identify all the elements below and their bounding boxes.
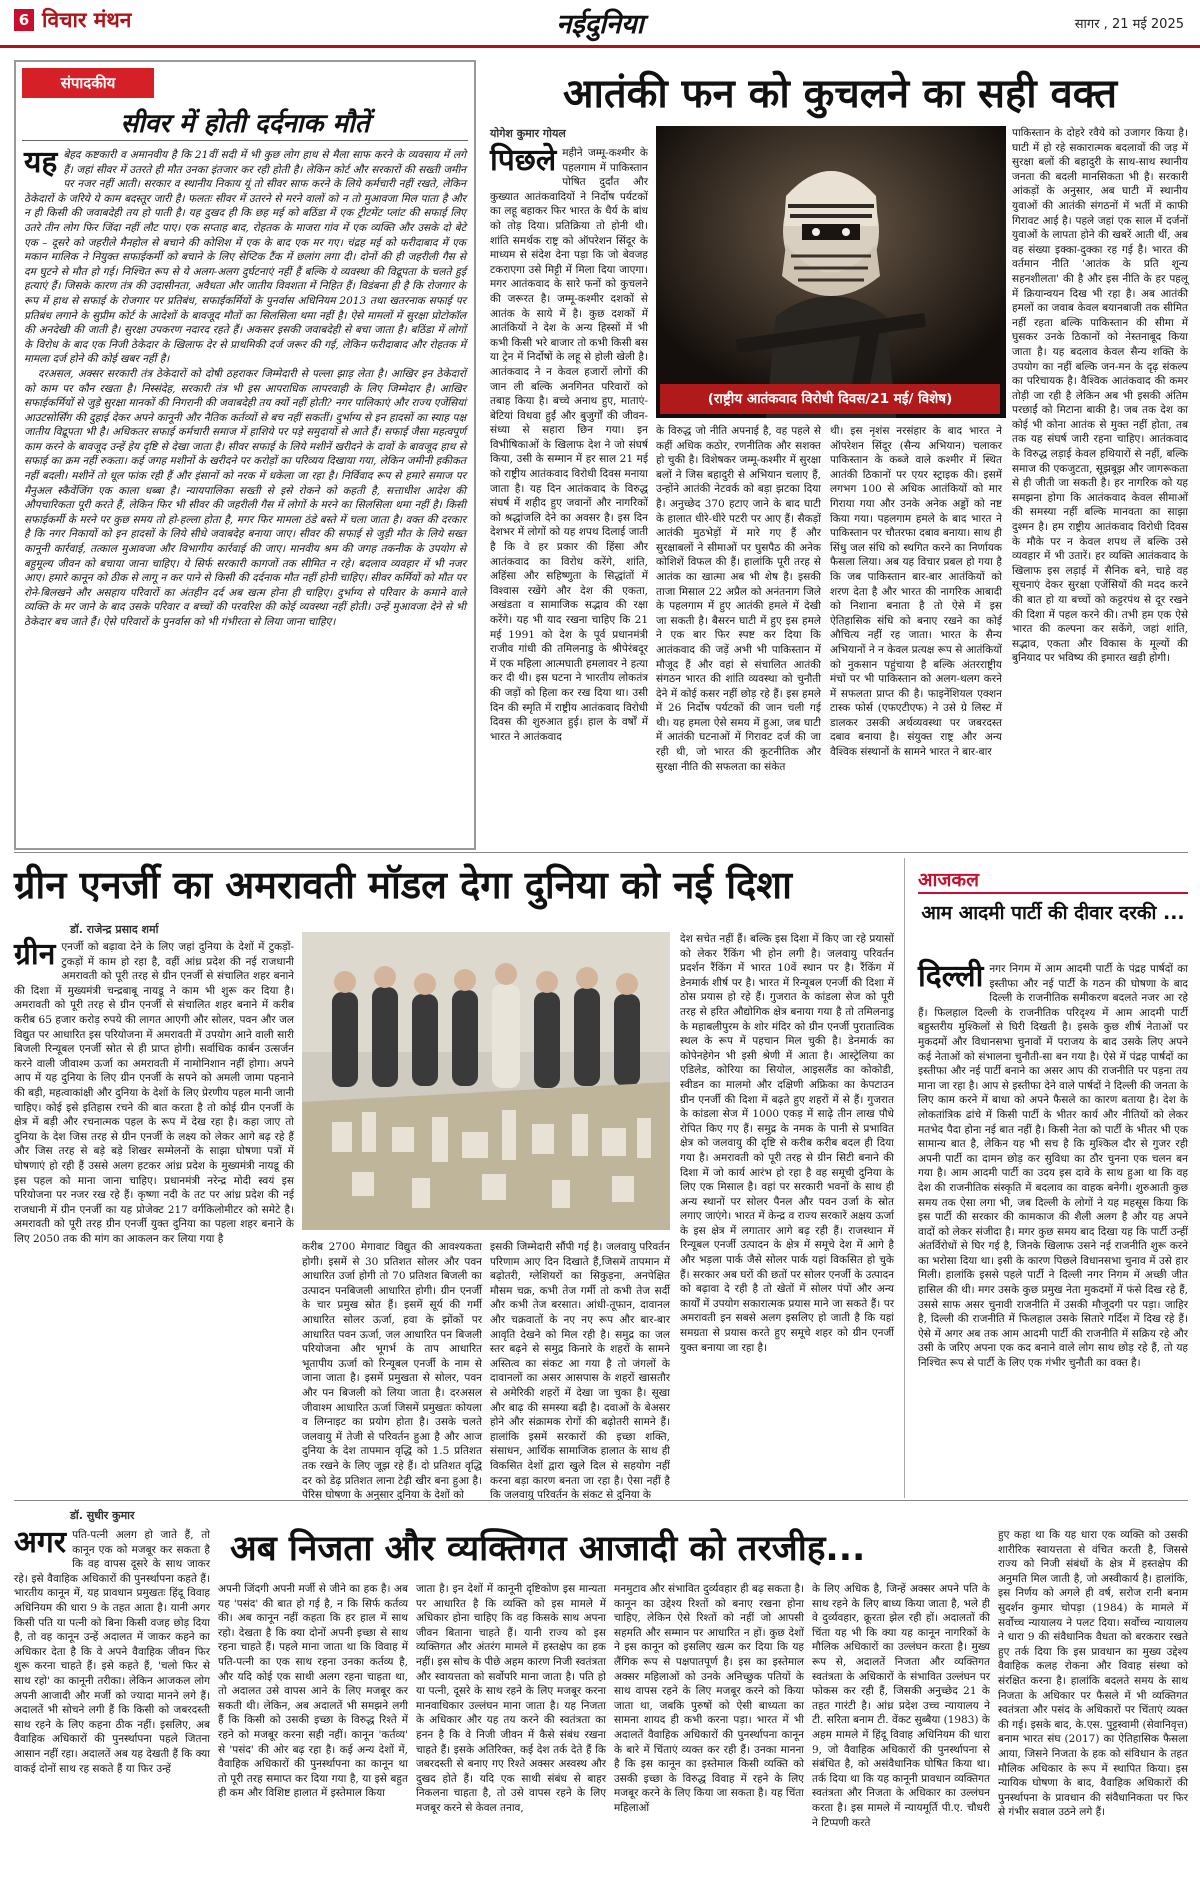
section-divider-1 [14,852,1188,853]
article1-column-3 [830,424,1002,828]
aajkal-body [918,959,1188,1488]
article3-text-5: के लिए अधिक है, जिन्हें अक्सर अपने पति के साथ रहने के लिए बाध्य किया जाता है, भले ही वे दुर्व्यवहार, क्रूरता झेल रही हों। अदालतों की चिंता यह भी कि क्या यह कानून नागरिकों के मौलिक अधिकारों का उल्लंघन करता है। मुख्य रूप से, अदालतें निजता और व्यक्तिगत स्वतंत्रता के अधिकारों के संभावित उल्लंघन पर फोकस कर रही हैं, जिसकी अनुच्छेद 21 के तहत गारंटी है। आंध्र प्रदेश उच्च न्यायालय ने टी. सरिता बनाम टी. वेंकट सुब्बैया (1983) के अहम मामले में हिंदू विवाह अधिनियम की धारा 9, जो वैवाहिक अधिकारों की पुनर्स्थापना से संबंधित है, को असंवैधानिक घोषित किया था। तर्क दिया था कि यह कानूनी प्रावधान व्यक्तिगत स्वतंत्रता और निजता के अधिकार का उल्लंघन करता है। इस मामले में न्यायमूर्ति पी.ए. चौधरी ने टिप्पणी करते [812,1583,990,1829]
editorial-rule [22,140,468,141]
aajkal-rule [918,892,1188,894]
section-name: विचार मंथन [42,8,132,32]
article3-column-3 [416,1582,606,1892]
aajkal-divider [904,858,905,1498]
article3-dropcap: अगर [14,1525,67,1560]
article2-author: डॉ. राजेन्द्र प्रसाद शर्मा [70,923,159,936]
article2-headline: ग्रीन एनर्जी का अमरावती मॉडल देगा दुनिया को नई दिशा [14,863,792,907]
article2-text-4: देश सचेत नहीं हैं। बल्कि इस दिशा में किए जा रहे प्रयासों को लेकर रैंकिंग भी होन लगी है। जलवायु परिवर्तन प्रदर्शन रैंकिंग में भारत 10वें स्थान पर है। रैंकिंग में डेनमार्क शीर्ष पर है। भारत में रिन्यूबल एनर्जी की दिशा में ठोस प्रयास हो रहे हैं। गुजरात के कांडला सेज को पूरी तरह से हरित औद्योगिक क्षेत्र बनाया गया है तो तमिलनाडु के महाबलीपुरम के शोर मंदिर को ग्रीन एनर्जी पुरातात्विक स्थल के रूप में पहचान मिल चुकी है। डेनमार्क का कोपेनहेगेन भी इसी श्रेणी में आता है। आस्ट्रेलिया का एडिलेड, कोरिया का सियोल, आइसलैंड का कोकोडी, स्वीडन का मालमो और दक्षिणी अफ्रिका का केपटाउन ग्रीन एनर्जी की दिशा में बढ़ते हुए शहरों में से हैं। गुजरात के कांडला सेज में 1000 एकड़ में साढ़े तीन लाख पौधे रोपित किए गए हैं। समुद्र के नमक के पानी से प्रभावित क्षेत्र को जलवायु की दृष्टि से करीब करीब बदल ही दिया गया है। अमरावती को पूरी तरह से ग्रीन सिटी बनाने की दिशा में जो कार्य आरंभ हो रहा है वह समूची दुनिया के लिए एक मिसाल है। वहां पर सरकारी भवनों के साथ ही अन्य स्थानों पर सोलर पैनल और पवन उर्जा के स्रोत लगाए जाएंगे। भारत में केन्द्र व राज्य सरकारें अक्षय ऊर्जा के इस क्षेत्र में लगातार आगे बढ़ रही हैं। राजस्थान में रिन्यूबल एनर्जी उत्पादन के क्षेत्र में समूचे देश में आगे है और भड़ला पार्क जैसे सोलर पार्क यहां विकसित हो चुके हैं। सरकार अब घरों की छतों पर सोलर एनर्जी के उत्पादन को बढ़ावा दे रही है तो खेतों में सोलर पंपों और अन्य कार्यों में उपयोग सकारात्मक प्रयास माने जा सकते हैं। पर अमरावती इन सबसे अलग इसलिए हो जाती है कि यहां समग्रता से प्रयास करते हुए समूचे शहर को ग्रीन एनर्जी युक्त बनाया जा रहा है। [680,933,894,1354]
article1-text-1: महीने जम्मू-कश्मीर के पहलगाम में पाकिस्तान पोषित दुर्दांत और कुख्यात आतंकवादियों ने निर्दोष पर्यटकों का लहू बहाकर फिर भारत के धैर्य के बांध को तोड़ दिया। प्रतिक्रिया तो होनी थी। शांति समर्थक राष्ट्र को ऑपरेशन सिंदूर के माध्यम से संदेश देना पड़ा कि जो बेवजह टकराएगा उसे मिट्टी में मिला दिया जाएगा। मगर आतंकवाद के सारे फनों को कुचलने की जरूरत है। जम्मू-कश्मीर दशकों से आतंक के साये में है। कुछ दशकों में आतंकियों ने देश के अन्य हिस्सों में भी कभी किसी भरे बाजार तो कभी किसी बस या ट्रेन में निर्दोषों के लहू से होली खेली है। आतंकवाद ने न केवल हजारों लोगों की जान ली बल्कि अनगिनत परिवारों को तबाह किया है। बच्चे अनाथ हुए, माताएं-बेटियां विधवा हुईं और बुजुर्गों की जीवन-संध्या से सहारा छिन गया। इन विभीषिकाओं के खिलाफ देश ने जो संघर्ष किया, उसी के सम्मान में हर साल 21 मई को राष्ट्रीय आतंकवाद विरोधी दिवस मनाया जाता है। यह दिन आतंकवाद के विरुद्ध संघर्ष में शहीद हुए जवानों और नागरिकों को श्रद्धांजलि देने का अवसर है। इस दिन देशभर में लोगों को यह शपथ दिलाई जाती है कि वे हर प्रकार की हिंसा और आतंकवाद का विरोध करेंगे, शांति, अहिंसा और सहिष्णुता के सिद्धांतों में विश्वास रखेंगे और देश की एकता, अखंडता व सामाजिक सद्भाव की रक्षा करेंगे। यह भी याद रखना चाहिए कि 21 मई 1991 को देश के पूर्व प्रधानमंत्री राजीव गांधी की तमिलनाडु के श्रीपेरंबदूर में एक महिला आत्मघाती हमलावर ने हत्या कर दी थी। इस घटना ने भारतीय लोकतंत्र की जड़ों को हिला कर रख दिया था। उसी दिन की स्मृति में राष्ट्रीय आतंकवाद विरोधी दिवस की शुरुआत हुई। हाल के वर्षों में भारत ने आतंकवाद [490,147,648,743]
article2-text-1: एनर्जी को बढ़ावा देने के लिए जहां दुनिया के देशों में टुकड़ों-टुकड़ों में काम हो रहा है, वहीं आंध्र प्रदेश की नई राजधानी अमरावती को पूरी तरह से ग्रीन एनर्जी से संचालित शहर बनाने की दिशा में मुख्यमंत्री चन्द्रबाबू नायडू ने काम भी शुरू कर दिया है। अमरावती को पूरी तरह से ग्रीन एनर्जी से संचालित शहर बनाने में करीब करीब 65 हजार करोड़ रुपये की लागत आएगी और सोलर, पवन और जल विद्युत पर आधारित इस परियोजना में अमरावती में उपयोग आने वाली सारी बिजली रिन्यूबल एनर्जी स्रोत से ही प्राप्त होगी। सर्वाधिक कार्बन उत्सर्जन करने वाली जीवाश्म ऊर्जा का अमरावती में नामोनिशान नहीं होगा। अपने आप में यह दुनिया के लिए ग्रीन एनर्जी के सपने को अमली जामा पहनाने की बड़ी, महत्वाकांक्षी और दुनिया के देशों के लिए प्रेरणीय पहल मानी जानी चाहिए। कोई इसे इतिहास रचने की बात करता है तो कोई ग्रीन एनर्जी के क्षेत्र में बड़ी और रचनात्मक पहल के रूप में देख रहा है। कहा जाए तो दुनिया के देश जिस तरह से ग्रीन एनर्जी के लक्ष्य को लेकर आगे बढ़ रहे हैं और जिस तरह से बड़े बड़े शिखर सम्मेलनों के साझा घोषणा पत्रों में घोषणाएं हो रही हैं उससे अलग हटकर आंध्र प्रदेश के मुख्यमंत्री नायडू की इस पहल को माना जाना चाहिए। प्रधानमंत्री नरेन्द्र मोदी स्वयं इस परियोजना पर नजर रख रहे हैं। कृष्णा नदी के तट पर आंध्र प्रदेश की नई राजधानी में ग्रीन एनर्जी का यह प्रोजेक्ट 217 वर्गकिलोमीटर को समेटे है। अमरावती को पूरी तरह ग्रीन एनर्जी युक्त दुनिया का पहला शहर बनाने के लिए 2050 तक की मांग का आकलन कर लिया गया है [14,941,294,1245]
city-model-event-illustration [302,932,670,1230]
newspaper-logo: नईदुनिया [556,9,644,40]
page-number: 6 [14,9,34,31]
article2-column-3 [490,1240,670,1502]
section-divider-2 [14,1500,1188,1501]
article3-headline: अब निजता और व्यक्तिगत आजादी को तरजीह... [230,1529,866,1569]
article3-column-2 [218,1582,408,1892]
article2-column-1 [14,937,294,1488]
article3-text-2: अपनी जिंदगी अपनी मर्जी से जीने का हक है। अब यह 'पसंद' की बात हो गई है, न कि सिर्फ कर्तव्य की। अब कानून नहीं कहता कि हर हाल में साथ रहो। देखता है कि क्या दोनों अपनी इच्छा से साथ रहना चाहते हैं। पहले माना जाता था कि विवाह में पति-पत्नी का एक साथ रहना उनका कर्तव्य है, और यदि कोई एक साथी अलग रहना चाहता था, तो अदालत उसे वापस आने के लिए मजबूर कर सकती थी। लेकिन, अब अदालतें भी समझने लगी हैं कि किसी को उसकी इच्छा के विरुद्ध रिश्ते में रहने को मजबूर करना सही नहीं। कानून 'कर्तव्य' से 'पसंद' की ओर बढ़ रहा है। कई अन्य देशों में, वैवाहिक अधिकारों की पुनर्स्थापना का कानून था तो पूरी तरह समाप्त कर दिया गया है, या इसे बहुत ही कम और विशिष्ट हालात में इस्तेमाल किया [218,1583,408,1800]
article3-text-6: हुए कहा था कि यह धारा एक व्यक्ति को उसकी शारीरिक स्वायत्तता से वंचित करती है, जिससे राज्य को निजी संबंधों के क्षेत्र में हस्तक्षेप की अनुमति मिल जाती है, जो अस्वीकार्य है। हालांकि, इस निर्णय को अगले ही वर्ष, सरोज रानी बनाम सुदर्शन कुमार चोपड़ा (1984) के मामले में सर्वोच्च न्यायालय ने पलट दिया। सर्वोच्च न्यायालय ने धारा 9 की संवैधानिक वैधता को बरकरार रखते हुए तर्क दिया कि इस प्रावधान का मुख्य उद्देश्य वैवाहिक कलह रोकना और विवाह संस्था को संरक्षित करना है। हालांकि बदलते समय के साथ निजता के अधिकार पर फैसले में भी व्यक्तिगत स्वतंत्रता और पसंद के अधिकारों पर चिंताएं व्यक्त की गई। इसके बाद, के.एस. पुट्टस्वामी (सेवानिवृत्त) बनाम भारत संघ (2017) का ऐतिहासिक फैसला आया, जिसने निजता के हक को संविधान के तहत मौलिक अधिकार के रूप में स्थापित किया। इस न्यायिक घोषणा के बाद, वैवाहिक अधिकारों की पुनर्स्थापना के प्रावधान की संवैधानिकता पर फिर से गंभीर सवाल उठने लगे हैं। [998,1529,1188,1819]
photo-caption: (राष्ट्रीय आतंकवाद विरोधी दिवस/21 मई/ विशेष) [660,384,1000,414]
article3-column-5 [812,1582,990,1892]
aajkal-tag: आजकल [918,869,979,891]
article3-column-6 [998,1528,1188,1892]
article1-text-3: थी। इस नृशंस नरसंहार के बाद भारत ने ऑपरेशन सिंदूर (सैन्य अभियान) चलाकर पाकिस्तान के कब्जे वाले कश्मीर में स्थित आतंकी ठिकानों पर एयर स्ट्राइक की। इसमें लगभग 100 से अधिक आतंकियों को मार गिराया गया और उनके अनेक अड्डों को नष्ट किया गया। पहलगाम हमले के बाद भारत ने पाकिस्तान पर चौतरफा दबाव बनाया। साथ ही सिंधु जल संधि को स्थगित करने का निर्णायक फैसला लिया। अब यह विचार प्रबल हो गया है कि जब पाकिस्तान बार-बार आतंकियों को शरण देता है और भारत की नागरिक आबादी को निशाना बनाता है तो ऐसे में इस ऐतिहासिक संधि को बनाए रखने का कोई औचित्य नहीं रह जाता। भारत के सैन्य अभियानों ने न केवल प्रत्यक्ष रूप से आतंकियों को नुकसान पहुंचाया है बल्कि अंतरराष्ट्रीय मंचों पर भी पाकिस्तान को अलग-थलग करने में सफलता प्राप्त की है। फाइनेंशियल एक्शन टास्क फोर्स (एफएटीएफ) ने उसे ग्रे लिस्ट में डालकर उसकी अर्थव्यवस्था पर जबरदस्त दबाव बनाया है। संयुक्त राष्ट्र और अन्य वैश्विक संस्थानों के सामने भारत ने बार-बार [830,425,1002,759]
issue-date: सागर , 21 मई 2025 [1074,17,1184,32]
editorial-tag: संपादकीय [22,68,154,98]
article2-column-2 [302,1240,482,1502]
article2-text-3: इसकी जिम्मेदारी सौंपी गई है। जलवायु परिवर्तन परिणाम आए दिन दिखाते हैं,जिसमें तापमान में बढ़ोतरी, ग्लेशियरों का सिकुड़ना, अनपेक्षित मौसम चक्र, कभी तेज गर्मी तो कभी तेज सर्दी और कभी तेज बरसात। आंधी-तूफान, दावानल और चक्रवातों के नए नए रूप और बार-बार आवृति देखने को मिल रही है। समुद्र का जल स्तर बढ़ने से समुद्र किनारे के शहरों के सामने अस्तित्व का संकट आ गया है तो जंगलों के दावानलों का असर आसपास के शहरों खासतौर से अमेरिकी शहरों में देखा जा चुका है। सूखा और बाढ़ की समस्या बढ़ी है। दवाओं के बेअसर होने और संक्रामक रोगों की बढ़ोतरी सामने हैं। हालांकि इसमें सरकारों की इच्छा शक्ति, संसाधन, आर्थिक सामाजिक हालात के साथ ही विकसित देशों द्वारा खुले दिल से सहयोग नहीं करना बड़ा कारण बनता जा रहा है। ऐसा नहीं है कि जलवायु परिवर्तन के संकट से दुनिया के [490,1241,670,1502]
article2-photo [302,932,670,1230]
article1-column-4 [1012,126,1188,828]
article3-text-1: पति-पत्नी अलग हो जाते हैं, तो कानून एक को मजबूर कर सकता है कि वह वापस दूसरे के साथ जाकर रहे। इसे वैवाहिक अधिकारों की पुनर्स्थापना कहते हैं। भारतीय कानून में, यह प्रावधान प्रमुखतः हिंदू विवाह अधिनियम की धारा 9 के तहत आता है। यानी अगर किसी पति या पत्नी को बिना किसी वजह छोड़ दिया है, तो वह कानून उन्हें अदालत में जाकर कहने का अधिकार देता है कि वे अपने वैवाहिक जीवन फिर शुरू करना चाहते हैं। इसे कहते हैं, 'चलो फिर से साथ रहो' का कानूनी तरीका। लेकिन आजकल लोग अपनी आजादी और मर्जी को ज्यादा मानने लगे हैं। अदालतें भी सोचने लगी हैं कि किसी को जबरदस्ती साथ रहने के लिए कहना ठीक नहीं। इसलिए, अब वैवाहिक अधिकारों की पुनर्स्थापना पहले जितना आसान नहीं रहा। अदालतें अब यह देखती हैं कि क्या वाकई दोनों साथ रह सकते हैं या फिर उन्हें [14,1529,210,1775]
article2-dropcap: ग्रीन [14,937,56,972]
editorial-dropcap: यह [24,145,58,180]
article1-column-2 [656,424,821,828]
aajkal-text: नगर निगम में आम आदमी पार्टी के पंद्रह पार्षदों का इस्तीफा और नई पार्टी के गठन की घोषणा के बाद दिल्ली के राजनीतिक समीकरण बदलते नजर आ रहे हैं। फिलहाल दिल्ली के राजनीतिक परिदृश्य में आम आदमी पार्टी बहुस्तरीय मुश्किलों से घिरी दिखती है। इसके कुछ शीर्ष नेताओं पर मुकदमों और विधानसभा चुनावों में पराजय के बाद उसके लिए अपने कई नेताओं को संभालना चुनौती-सा बन गया है। ऐसे में पंद्रह पार्षदों का इस्तीफा और नई पार्टी बनाने का असर आप की राजनीति पर पड़ना तय माना जा रहा है। आप से इस्तीफा देने वाले पार्षदों ने दिल्ली की जनता के लिए काम करने में बाधा को अपने फैसले का कारण बताया है। देश के लोकतांत्रिक ढांचे में किसी पार्टी के भीतर कार्य और नीतियों को लेकर मतभेद पैदा होना नई बात नहीं है। किसी नेता को पार्टी के भीतर भी एक सामान्य बात है, लेकिन यह भी सच है कि मुश्किल दौर से गुजर रही अपनी पार्टी का दामन छोड़ कर सुविधा का ठौर चुनना एक चलन बन गया है। आम आदमी पार्टी का उदय इस दावे के साथ हुआ था कि वह देश की राजनीतिक संस्कृति में बदलाव का वाहक बनेगी। शुरुआती कुछ समय तक ऐसा लगा भी, जब दिल्ली के लोगों ने यह महसूस किया कि इस पार्टी की सरकार की कामकाज की शैली अलग है और यह अपने वादों को लेकर संजीदा है। मगर कुछ समय बाद दिखा यह कि पार्टी उन्हीं अंतर्विरोधों से घिर गई है, जिनके खिलाफ उसने नई राजनीति शुरू करने का भरोसा दिया था। इसी के कारण पिछले विधानसभा चुनाव में उसे हार मिली। हालांकि इससे पहले पार्टी ने दिल्ली नगर निगम में अच्छी जीत हासिल की थी। मगर उसके कुछ प्रमुख नेता मुकदमों में फंसे दिख रहे हैं, उससे साफ असर चुनावी राजनीति में उसकी मौजूदगी पर पड़ा। जाहिर है, दिल्ली की राजनीति में फिलहाल उसके सितारे गर्दिश में दिख रहे हैं। ऐसे में अगर अब तक आम आदमी पार्टी की राजनीति में सक्रिय रहे और उसी के जरिए अपना एक कद बनाने वाले लोग साथ छोड़ रहे हैं, तो यह निश्चित रूप से पार्टी के लिए एक गंभीर चुनौती का वक्त है। [918,963,1188,1370]
aajkal-dropcap: दिल्ली [918,959,984,994]
article2-text-2: करीब 2700 मेगावाट विद्युत की आवश्यकता होगी। इसमें से 30 प्रतिशत सोलर और पवन आधारित उर्जा होगी तो 70 प्रतिशत बिजली का उत्पादन पनबिजली आधारित होगी। ग्रीन एनर्जी के चार प्रमुख स्रोत हैं। इसमें सूर्य की गर्मी आधारित सोलर ऊर्जा, हवा के झोंकों पर आधारित पवन ऊर्जा, जल आधारित पन बिजली परियोजना और भूगर्भ के ताप आधारित भूतापीय ऊर्जा को रिन्यूबल एनर्जी के नाम से जाना जाता है। इसमें प्रमुखता से सोलर, पवन और पन बिजली को लिया जाता है। दरअसल जीवाश्म आधारित ऊर्जा जिसमें प्रमुखतः कोयला व लिग्नाइट का प्रयोग होता है। उसके चलते जलवायु में तेजी से परिवर्तन हुआ है और आज दुनिया के देश तापमान वृद्धि को 1.5 प्रतिशत तक रखने के लिए जूझ रहे हैं। दो प्रतिशत वृद्धि दर को डेढ़ प्रतिशत लाना टेढ़ी खीर बना हुआ है। पेरिस घोषणा के अनुसार दुनिया के देशों को [302,1241,482,1502]
article1-text-2: के विरुद्ध जो नीति अपनाई है, वह पहले से कहीं अधिक कठोर, रणनीतिक और सशक्त हो चुकी है। विशेषकर जम्मू-कश्मीर में सुरक्षा बलों ने जिस बहादुरी से अभियान चलाए हैं, उन्होंने आतंकी नेटवर्क को बड़ा झटका दिया है। अनुच्छेद 370 हटाए जाने के बाद घाटी के हालात धीरे-धीरे पटरी पर आए हैं। सैकड़ों आतंकी मुठभेड़ों में मारे गए हैं और सुरक्षाबलों ने सीमाओं पर घुसपैठ की अनेक कोशिशें विफल की हैं। हालांकि पूरी तरह से आतंक का खात्मा अब भी शेष है। इसकी ताजा मिसाल 22 अप्रैल को अनंतनाग जिले के पहलगाम में हुए आतंकी हमले में देखी जा सकती है। बैसरन घाटी में हुए इस हमले ने एक बार फिर स्पष्ट कर दिया कि आतंकवाद की जड़ें अभी भी पाकिस्तान में मौजूद हैं और वहां से संचालित आतंकी संगठन भारत की शांति व्यवस्था को चुनौती देने में कोई कसर नहीं छोड़ रहे हैं। इस हमले में 26 निर्दोष पर्यटकों की जान चली गई थी। यह हमला ऐसे समय में हुआ, जब घाटी में आतंकी घटनाओं में गिरावट दर्ज की जा रही थी, जो भारत की कूटनीतिक और सुरक्षा नीति की सफलता का संकेत [656,425,821,773]
article3-column-4 [614,1582,804,1892]
article3-text-4: मनमुटाव और संभावित दुर्व्यवहार ही बढ़ सकता है। कानून का उद्देश्य रिश्तों को बनाए रखना होना चाहिए, लेकिन ऐसे रिश्तों को नहीं जो आपसी सहमति और सम्मान पर आधारित न हों। कुछ देशों ने इस कानून को इसलिए खत्म कर दिया कि यह लैंगिक रूप से पक्षपातपूर्ण है। इस का इस्तेमाल अक्सर महिलाओं को उनके अनिच्छुक पतियों के साथ वापस रहने के लिए मजबूर करने को किया जाता था, जबकि पुरुषों को ऐसी बाध्यता का सामना शायद ही कभी करना पड़ा। भारत में भी अदालतें वैवाहिक अधिकारों की पुनर्स्थापना कानून के बारे में चिंताएं व्यक्त कर रही हैं। उनका मानना है कि इस कानून का इस्तेमाल किसी व्यक्ति को उसकी इच्छा के विरुद्ध विवाह में रहने के लिए मजबूर करने के लिए किया जा सकता है। यह चिंता महिलाओं [614,1583,804,1814]
editorial-title: सीवर में होती दर्दनाक मौतें [120,109,370,139]
article1-dropcap: पिछले [490,143,557,178]
editorial-paragraph-2: दरअसल, अक्सर सरकारी तंत्र ठेकेदारों को दोषी ठहराकर जिम्मेदारी से पल्ला झाड़ लेता है। आखिर इन ठेकेदारों को काम पर कौन रखता है। निस्संदेह, सरकारी तंत्र भी इस आपराधिक लापरवाही के लिए जिम्मेदार है। आखिर सफाईकर्मियों से जुड़े सुरक्षा मानकों की निगरानी की जवाबदेही तय क्यों नहीं होती? नगर पालिकाएं और राज्य एजेंसियां आउटसोर्सिंग की दुहाई देकर अपने कानूनी और नैतिक कर्तव्यों से बच नहीं सकतीं। दुर्भाग्य से इन हादसों का स्याह पक्ष जातीय विद्रूपता भी है। अधिकतर सफाई कर्मचारी समाज में हाशिये पर पड़े समुदायों से आते हैं। सफाई जैसा महत्वपूर्ण काम करने के बावजूद उन्हें हेय दृष्टि से देखा जाता है। सीवर सफाई के लिये मशीनें खरीदने के दावों के बावजूद हाथ से सफाई का क्रम नहीं रुकता। कई जगह मशीनों के खरीदने पर करोड़ों का परिव्यय दिखाया गया, लेकिन जमीनी हकीकत नहीं बदली। मशीनें तो धूल फांक रही हैं और इंसानों को नरक में धकेला जा रहा है। निर्विवाद रूप से हमारे समाज पर मैनुअल स्कैवेंजिंग एक काला धब्बा है। न्यायपालिका सख्ती से इसे रोकने को कहती है, सत्ताधीश आदेश की औपचारिकता पूरी करते हैं, लेकिन फिर भी सीवर की जहरीली गैस में लोगों के मरने का सिलसिला थमा नहीं है। किसी सफाईकर्मी के मरने पर कुछ समय तो हो-हल्ला होता है, मगर फिर मामला ठंडे बस्ते में चला जाता है। वक्त की दरकार है कि नगर निकायों को इन हादसों के लिये सीधे जवाबदेह बनाया जाए। सीवर की सफाई से जुड़ी मौत के लिये सख्त कानूनी कार्रवाई, तत्काल मुआवजा और विभागीय कार्रवाई की जाए। मानवीय श्रम की जगह तकनीक के उपयोग से बहुमूल्य जीवन को बचाया जाना चाहिए। ये सिर्फ सरकारी कागजों तक सीमित न रहे। बदलाव व्यवहार में भी नजर आए। हमारे कानून को ठीक से लागू न कर पाने से किसी की दर्दनाक मौत नहीं होनी चाहिए। सीवर कर्मियों को मौत पर रोने-बिलखने और असहाय परिवारों का अंतहीन दर्द अब खत्म होना ही चाहिए। दुर्भाग्य से परिवार के कमाने वाले व्यक्ति के मर जाने के बाद उसके परिवार व बच्चों की परवरिश की कोई व्यवस्था नहीं होती। उन्हें मुआवजा देने से भी ठेकेदार बच जाते हैं। ऐसे परिवारों के पुनर्वास को भी गंभीरता से लिया जाना चाहिए। [24,367,467,628]
editorial-paragraph-1: बेहद कष्टकारी व अमानवीय है कि 21वीं सदी में भी कुछ लोग हाथ से मैला साफ करने के व्यवसाय में लगे हैं। जहां सीवर में उतरते ही मौत उनका इंतजार कर रही होती है। लेकिन कोर्ट और सरकारों की सख्ती जमीन पर नजर नहीं आती। सरकार व स्थानीय निकाय यूं तो सीवर साफ करने के लिये कर्मचारी नहीं रखते, लेकिन ठेकेदारों के जरिये ये काम बदस्तूर जारी है। फलतः सीवर में उतरने से मरने वालों को न तो मुआवजा मिल पाता है और न ही किसी की जवाबदेही तय हो पाती है। यह दुखद ही कि छह मई को बठिंडा में एक ट्रीटमेंट प्लांट की सफाई लिए उतरे तीन लोग फिर जिंदा नहीं लौट पाए। एक सप्ताह बाद, रोहतक के माजरा गांव में एक व्यक्ति और उसके दो बेटे एक – दूसरे को जहरीले मैनहोल से बचाने की कोशिश में एक के बाद एक मर गए। चंद्रह मई को फरीदाबाद में एक मकान मालिक ने नियुक्त सफाईकर्मी को बचाने के लिए सेप्टिक टैंक में छलांग लगा दी। दोनों की ही जहरीली गैस से दम घुटने से मौत हो गई। निश्चित रूप से ये अलग-अलग दुर्घटनाएं नहीं हैं बल्कि ये व्यवस्था की विद्रूपता के चलते हुई हत्याएं हैं। जिसके कारण तंत्र की उदासीनता, अवैधता और जातीय विवशता में निहित हैं। विडंबना ही है कि रोजगार के रूप में हाथ से सफाई के रोजगार पर प्रतिबंध, सफाईकर्मियों के पुनर्वास अधिनियम 2013 तथा खतरनाक सफाई पर प्रतिबंध लगाने के सुप्रीम कोर्ट के आदेशों के बावजूद मौतों का सिलसिला थमा नहीं है। ऐसे मामलों में सुरक्षा प्रोटोकॉल की अनदेखी की जाती है। सुरक्षा उपकरण नदारद रहते हैं। अकसर इसकी जवाबदेही से बचा जाता है। बठिंडा में लोगों के विरोध के बाद एक निजी ठेकेदार के खिलाफ देर से प्राथमिकी दर्ज जरूर की गई, लेकिन फरीदाबाद और रोहतक में मामला दर्ज होने की कोई खबर नहीं है। [24,149,466,366]
article1-text-4: पाकिस्तान के दोहरे रवैये को उजागर किया है। घाटी में हो रहे सकारात्मक बदलावों की जड़ में सुरक्षा बलों की बहादुरी के साथ-साथ स्थानीय जनता की बदली मानसिकता भी है। सरकारी आंकड़ों के अनुसार, अब घाटी में स्थानीय युवाओं की आतंकी संगठनों में भर्ती में काफी गिरावट आई है। पहले जहां एक साल में दर्जनों युवाओं के लापता होने की खबरें आती थीं, अब वह संख्या इक्का-दुक्का रह गई है। भारत की वर्तमान नीति 'आतंक के प्रति शून्य सहनशीलता' की है और इस नीति के हर पहलू में क्रियान्वयन दिख भी रहा है। अब आतंकी हमलों का जवाब केवल बयानबाजी तक सीमित नहीं रहता बल्कि पाकिस्तान की सीमा में घुसकर उनके ठिकानों को नेस्तनाबूद किया जाता है। यह बदलाव केवल सैन्य शक्ति के उपयोग का नहीं बल्कि जन-मन के दृढ़ संकल्प का परिचायक है। वैश्विक आतंकवाद की कमर तोड़ी जा रही है लेकिन अब भी इसकी अंतिम परछाईं को मिटाना बाकी है। जब तक देश का कोई भी कोना आतंक से मुक्त नहीं होता, तब तक यह संघर्ष जारी रहना चाहिए। आतंकवाद के विरुद्ध लड़ाई केवल हथियारों से नहीं, बल्कि समाज की एकजुटता, सूझबूझ और जागरूकता से ही जीती जा सकती है। हर नागरिक को यह समझना होगा कि आतंकवाद केवल सीमाओं की समस्या नहीं बल्कि मानवता का साझा दुश्मन है। हम राष्ट्रीय आतंकवाद विरोधी दिवस के मौके पर न केवल शपथ लें बल्कि उसे व्यवहार में भी उतारें। हर व्यक्ति आतंकवाद के खिलाफ इस लड़ाई में सैनिक बने, चाहे वह सूचनाएं देकर सुरक्षा एजेंसियों की मदद करने की बात हो या बच्चों को कट्टरपंथ से दूर रखने की दिशा में पहल करने की। तभी हम एक ऐसे भारत की कल्पना कर सकेंगे, जहां शांति, सद्भाव, एकता और विकास के मूल्यों की बुनियाद पर भविष्य की इमारत खड़ी होगी। [1012,127,1188,665]
editorial-body [24,145,467,840]
masked-gunman-illustration [656,126,1006,418]
article1-photo [656,126,1006,418]
article1-column-1 [490,143,648,828]
article3-column-1 [14,1525,210,1892]
article3-author: डॉ. सुधीर कुमार [70,1509,135,1522]
aajkal-title: आम आदमी पार्टी की दीवार दरकी ... [921,902,1185,924]
article1-author: योगेश कुमार गोयल [490,127,566,140]
article3-text-3: जाता है। इन देशों में कानूनी दृष्टिकोण इस मान्यता पर आधारित है कि व्यक्ति को इस मामले में अधिकार होना चाहिए कि वह किसके साथ अपना जीवन बिताना चाहते हैं। यानी राज्य को इस व्यक्तिगत और अंतरंग मामले में हस्तक्षेप का हक नहीं। इस सोच के पीछे अहम कारण निजी स्वतंत्रता और स्वायत्तता को सर्वोपरि माना जाता है। पति हो या पत्नी, दूसरे के साथ रहने के लिए मजबूर करना मानवाधिकार उल्लंघन माना जाता है। यह निजता के अधिकार और यह तय करने की स्वतंत्रता का हनन है कि वे निजी जीवन में कैसे संबंध रखना चाहते हैं। इसके अतिरिक्त, कई देश तर्क देते हैं कि जबरदस्ती से बनाए गए रिश्ते अक्सर अस्वस्थ और दुखद होते हैं। यदि एक साथी संबंध से बाहर निकलना चाहता है, तो उसे वापस रहने के लिए मजबूर करने से केवल तनाव, [416,1583,606,1814]
article2-column-4 [680,932,894,1488]
article1-headline: आतंकी फन को कुचलने का सही वक्त [562,71,1118,117]
